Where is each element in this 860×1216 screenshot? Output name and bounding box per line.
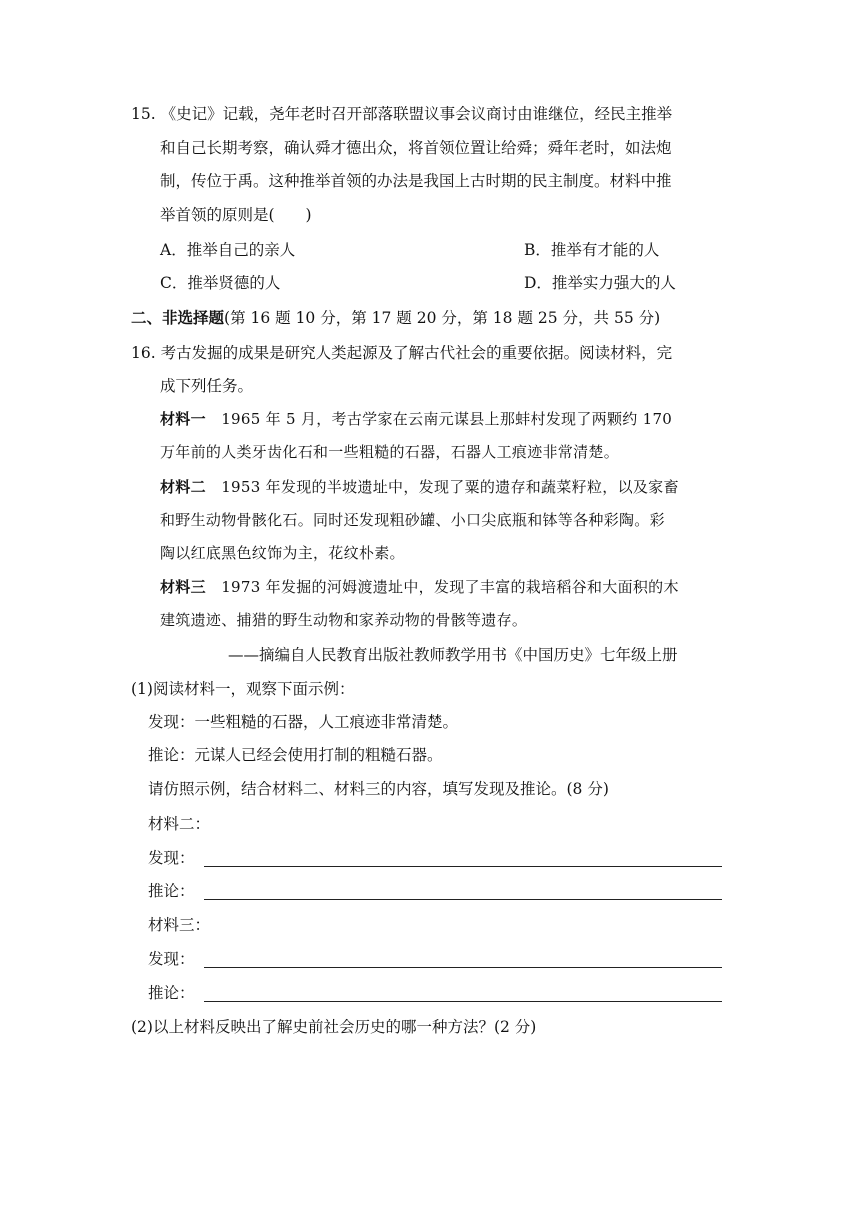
- sub2-prompt: (2)以上材料反映出了解史前社会历史的哪一种方法？(2 分): [131, 1018, 537, 1036]
- material-3-line-1: [160, 576, 679, 598]
- q15-line-3: 制，传位于禹。这种推举首领的办法是我国上古时期的民主制度。材料中推: [160, 172, 672, 190]
- sub1-example-infer: 推论：元谋人已经会使用打制的粗糙石器。: [148, 746, 443, 764]
- material-2-line-2: 和野生动物骨骸化石。同时还发现粗砂罐、小口尖底瓶和钵等各种彩陶。彩: [160, 511, 665, 529]
- q15-line-2: 和自己长期考察，确认舜才德出众，将首领位置让给舜；舜年老时，如法炮: [160, 139, 672, 157]
- m2-infer-label: 推论：: [148, 882, 195, 900]
- material-2-line-1: [160, 476, 679, 498]
- q15-option-c: C．推举贤德的人: [160, 274, 281, 292]
- sub1-example-find: 发现：一些粗糙的石器，人工痕迹非常清楚。: [148, 713, 459, 731]
- q15-option-b: B．推举有才能的人: [524, 241, 660, 259]
- m2-find-answer-line[interactable]: [204, 866, 722, 867]
- q16-stem-line-2: 成下列任务。: [160, 377, 254, 395]
- m2-infer-answer-line[interactable]: [204, 899, 722, 900]
- material-3-text-1: 1973 年发掘的河姆渡遗址中，发现了丰富的栽培稻谷和大面积的木: [221, 578, 679, 596]
- material-1-line-2: 万年前的人类牙齿化石和一些粗糙的石器，石器人工痕迹非常清楚。: [160, 443, 620, 461]
- sub1-material-2-label: 材料二：: [148, 815, 211, 833]
- m2-find-label: 发现：: [148, 849, 195, 867]
- sub1-material-3-label: 材料三：: [148, 916, 211, 934]
- m3-infer-label: 推论：: [148, 984, 195, 1002]
- m3-find-answer-line[interactable]: [204, 967, 722, 968]
- material-2-text-1: 1953 年发现的半坡遗址中，发现了粟的遗存和蔬菜籽粒，以及家畜: [221, 478, 679, 496]
- material-1-text-1: 1965 年 5 月，考古学家在云南元谋县上那蚌村发现了两颗约 170: [221, 410, 673, 428]
- m3-infer-answer-line[interactable]: [204, 1001, 722, 1002]
- material-2-line-3: 陶以红底黑色纹饰为主，花纹朴素。: [160, 544, 405, 562]
- m3-find-label: 发现：: [148, 950, 195, 968]
- section-note: (第 16 题 10 分，第 17 题 20 分，第 18 题 25 分，共 55 分): [224, 309, 661, 327]
- q15-line-1: 15. 《史记》记载，尧年老时召开部落联盟议事会议商讨由谁继位，经民主推举: [131, 105, 673, 123]
- sub1-instruction: 请仿照示例，结合材料二、材料三的内容，填写发现及推论。(8 分): [148, 780, 609, 798]
- material-1-label: 材料一: [160, 410, 206, 428]
- q15-option-a: A．推举自己的亲人: [160, 241, 296, 259]
- material-source: ——摘编自人民教育出版社教师教学用书《中国历史》七年级上册: [228, 646, 678, 664]
- section-title: 二、非选择题: [131, 308, 225, 327]
- q15-option-d: D．推举实力强大的人: [524, 274, 676, 292]
- material-2-label: 材料二: [160, 478, 206, 496]
- material-1-line-1: [160, 408, 672, 430]
- q15-line-4: 举首领的原则是( ): [160, 206, 312, 224]
- q16-stem-line-1: 16. 考古发掘的成果是研究人类起源及了解古代社会的重要依据。阅读材料，完: [131, 344, 673, 362]
- material-3-line-2: 建筑遗迹、捕猎的野生动物和家养动物的骨骸等遗存。: [160, 611, 528, 629]
- material-3-label: 材料三: [160, 578, 206, 596]
- section-heading: [131, 307, 660, 329]
- sub1-prompt: (1)阅读材料一，观察下面示例：: [131, 680, 355, 698]
